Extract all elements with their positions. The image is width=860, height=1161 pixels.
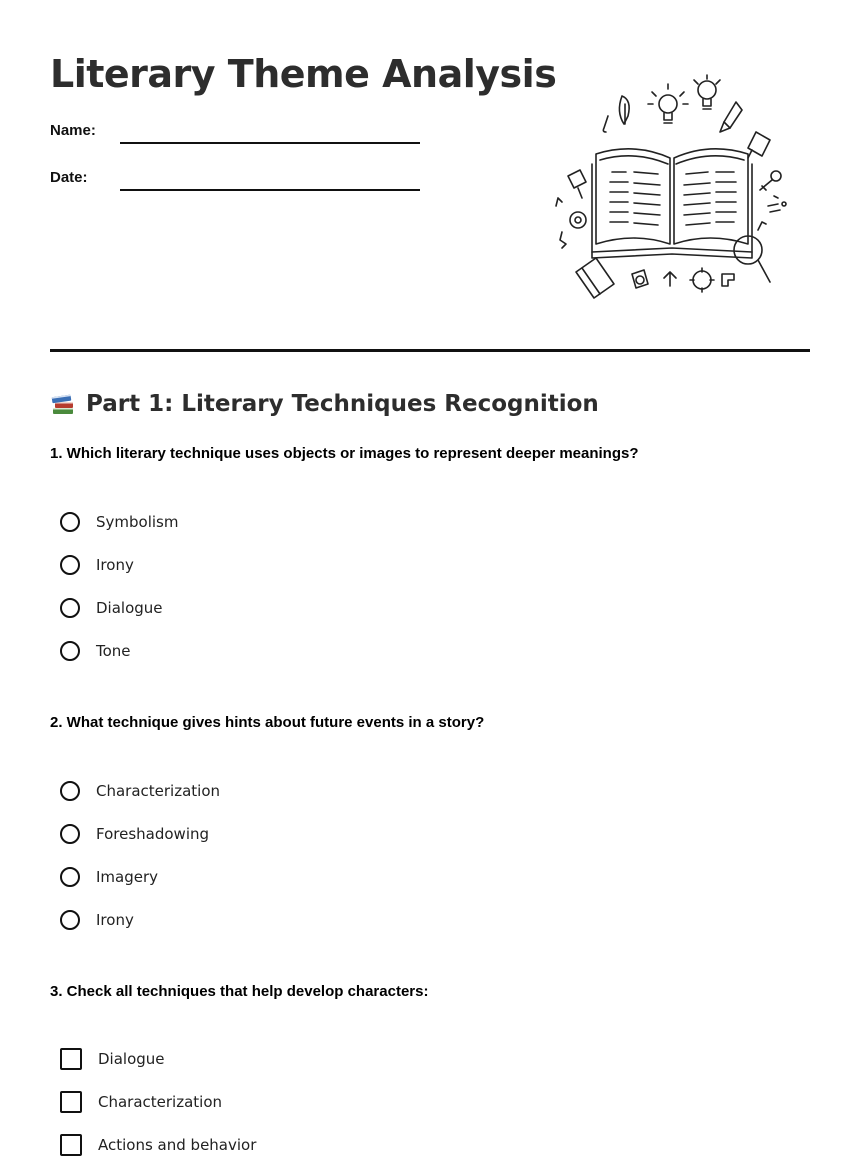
section-title: Part 1: Literary Techniques Recognition (86, 391, 599, 417)
option-label: Actions and behavior (98, 1136, 257, 1154)
option-label: Dialogue (96, 599, 163, 617)
radio-button[interactable] (60, 512, 80, 532)
radio-button[interactable] (60, 781, 80, 801)
option-label: Irony (96, 556, 134, 574)
option-label: Imagery (96, 868, 159, 886)
radio-button[interactable] (60, 598, 80, 618)
date-field[interactable] (50, 169, 430, 199)
checkbox[interactable] (60, 1091, 82, 1113)
checkbox[interactable] (60, 1048, 82, 1070)
option-label: Dialogue (98, 1050, 165, 1068)
radio-button[interactable] (60, 910, 80, 930)
radio-button[interactable] (60, 555, 80, 575)
radio-button[interactable] (60, 641, 80, 661)
q1-option-symbolism[interactable] (60, 509, 178, 535)
q1-option-dialogue[interactable] (60, 595, 163, 621)
q2-option-imagery[interactable] (60, 864, 158, 890)
books-icon (50, 391, 76, 417)
name-field[interactable] (50, 122, 430, 152)
q1-option-tone[interactable] (60, 638, 131, 664)
date-label: Date: (50, 169, 88, 186)
q3-option-characterization[interactable] (60, 1089, 222, 1115)
checkbox[interactable] (60, 1134, 82, 1156)
radio-button[interactable] (60, 867, 80, 887)
date-input-line[interactable] (120, 189, 420, 191)
page-title: Literary Theme Analysis (50, 52, 557, 96)
name-label: Name: (50, 122, 96, 139)
option-label: Irony (96, 911, 134, 929)
q3-option-actions-behavior[interactable] (60, 1132, 256, 1158)
q2-option-foreshadowing[interactable] (60, 821, 209, 847)
q1-option-irony[interactable] (60, 552, 134, 578)
q3-option-dialogue[interactable] (60, 1046, 165, 1072)
option-label: Characterization (96, 782, 221, 800)
question-1-text: 1. Which literary technique uses objects or images to represent deeper meanings? (50, 445, 639, 462)
open-book-doodle-icon (548, 72, 796, 304)
q2-option-irony[interactable] (60, 907, 134, 933)
option-label: Symbolism (96, 513, 179, 531)
radio-button[interactable] (60, 824, 80, 844)
question-2-text: 2. What technique gives hints about future events in a story? (50, 714, 485, 731)
option-label: Characterization (98, 1093, 223, 1111)
section-heading (50, 388, 599, 420)
q2-option-characterization[interactable] (60, 778, 220, 804)
question-3-text: 3. Check all techniques that help develop characters: (50, 983, 429, 1000)
option-label: Foreshadowing (96, 825, 210, 843)
option-label: Tone (96, 642, 131, 660)
header-divider (50, 349, 810, 352)
name-input-line[interactable] (120, 142, 420, 144)
